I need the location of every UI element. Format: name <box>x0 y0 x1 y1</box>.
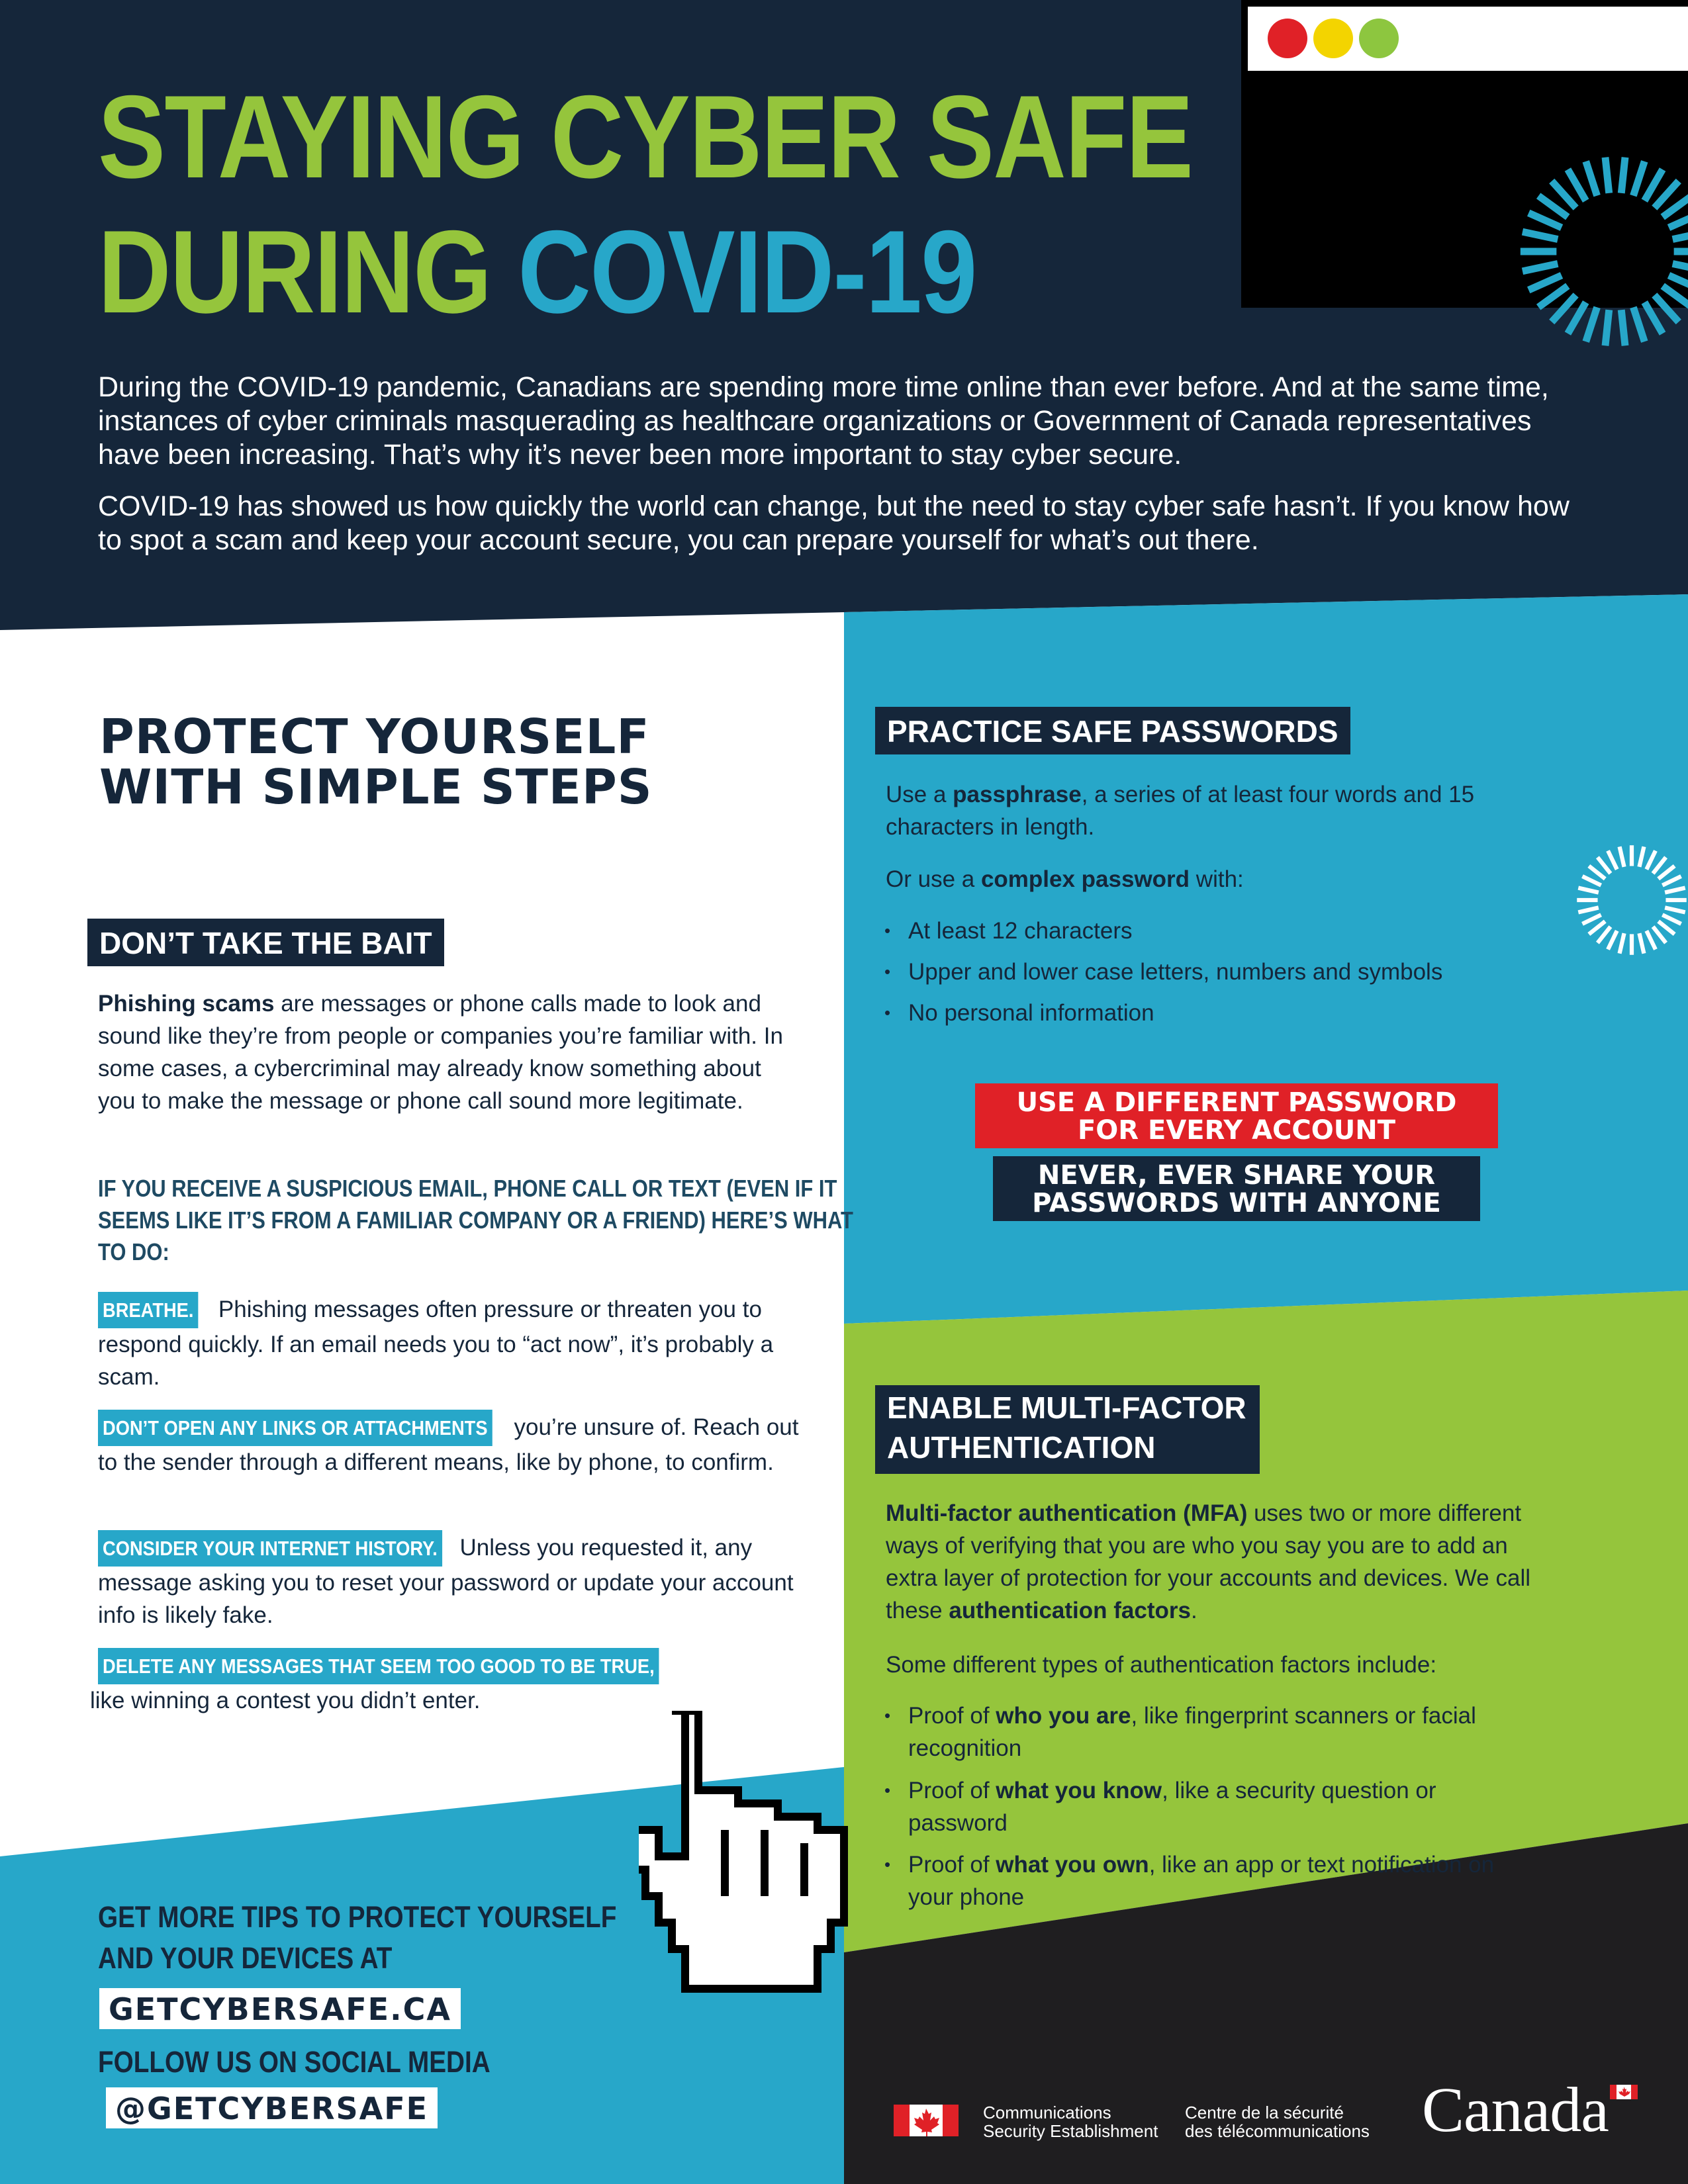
spinner-dash <box>1568 302 1585 334</box>
mfa-bullet-3 <box>908 1848 1544 1913</box>
dont-take-the-bait-tag: DON’T TAKE THE BAIT <box>87 919 444 966</box>
gov-line: Communications <box>983 2103 1111 2122</box>
authentication-factors-term: authentication factors <box>949 1598 1191 1623</box>
phishing-description: are messages or phone calls made to look and sound like they’re from people or companies you’re familiar with. In some cases, a cybercriminal may already know something about you to make the message or phone call sound more legitimate. <box>98 991 783 1114</box>
tip-text: Unless you requested it, any message asking you to reset your password or update your account info is likely fake. <box>98 1535 794 1628</box>
spinner-dash <box>1589 921 1605 934</box>
mfa-bullet-2 <box>908 1774 1491 1839</box>
bullet-bold: what you own <box>996 1852 1149 1878</box>
canada-flag-icon <box>894 2105 959 2136</box>
phishing-paragraph <box>98 987 800 1117</box>
banner-line: PASSWORDS WITH ANYONE <box>1032 1188 1441 1218</box>
protect-heading: PROTECT YOURSELF WITH SIMPLE STEPS <box>99 709 653 815</box>
spinner-dash <box>1586 307 1597 341</box>
spinner-dash <box>1662 876 1681 886</box>
wordmark-flag-icon <box>1610 2085 1638 2099</box>
complex-password-paragraph <box>886 863 1548 895</box>
mfa-text-a: uses two or more different ways of verifying that you are who you say you are to add an extra layer of protection for your accounts and devices. We call these <box>886 1500 1531 1623</box>
safe-passwords-tag: PRACTICE SAFE PASSWORDS <box>875 707 1350 754</box>
different-password-banner <box>975 1083 1498 1148</box>
hand-cursor-icon <box>639 1711 864 2002</box>
passphrase-text-b: , a series of at least four words and 15 characters in length. <box>886 782 1475 840</box>
password-bullet-1: • At least 12 characters <box>908 915 1133 947</box>
spinner-dash <box>1578 907 1599 912</box>
spinner-dash <box>1665 907 1685 912</box>
spinner-dash <box>1578 888 1599 893</box>
banner-line: USE A DIFFERENT PASSWORD <box>1016 1087 1457 1118</box>
intro-paragraph-1: During the COVID-19 pandemic, Canadians are spending more time online than ever before. And at the same time, instances of cyber criminals masquerading as healthcare organizations or Government of Canada representatives have been increasing. That’s why it’s never been more important to stay cyber secure. <box>98 371 1549 471</box>
caption-line: GET MORE TIPS TO PROTECT YOURSELF <box>98 1900 617 1934</box>
gov-line: Security Establishment <box>983 2121 1158 2141</box>
spinner-dash <box>1621 158 1625 193</box>
banner-line: FOR EVERY ACCOUNT <box>1077 1115 1396 1146</box>
tip-links <box>98 1410 800 1479</box>
spinner-dash <box>1608 850 1617 869</box>
spinner-dash <box>1597 927 1611 942</box>
bullet-text: Proof of <box>908 1778 996 1803</box>
spinner-dash <box>1620 933 1624 954</box>
passphrase-term: passphrase <box>953 782 1082 807</box>
gov-line: des télécommunications <box>1185 2121 1370 2141</box>
bullet-bold: who you are <box>996 1703 1131 1729</box>
social-caption: FOLLOW US ON SOCIAL MEDIA <box>98 2045 491 2079</box>
bullet-bold: what you know <box>996 1778 1162 1803</box>
factor-types-intro: Some different types of authentication factors include: <box>886 1652 1437 1678</box>
spinner-dash <box>1646 931 1656 949</box>
spinner-dash <box>1653 857 1666 873</box>
spinner-dash <box>1605 310 1609 345</box>
tip-history <box>98 1530 800 1631</box>
spinner-dash <box>1646 850 1656 869</box>
social-handle-link[interactable]: @GETCYBERSAFE <box>106 2087 438 2128</box>
passphrase-paragraph <box>886 778 1481 843</box>
never-share-banner <box>993 1156 1480 1221</box>
spinner-dash <box>1568 169 1585 201</box>
bullet-text: , like an app or text notification on your phone <box>908 1852 1495 1910</box>
spinner-dash <box>1582 915 1601 924</box>
tip-breathe <box>98 1292 800 1393</box>
spinner-dash <box>1673 263 1688 271</box>
intro-paragraph-2: COVID-19 has showed us how quickly the world can change, but the need to stay cyber safe hasn’t. If you know how to spot a scam and keep your account secure, you can prepare yourself for what’s out there. <box>98 490 1570 556</box>
gov-line: Centre de la sécurité <box>1185 2103 1344 2122</box>
spinner-dash <box>1639 846 1644 867</box>
spinner-dash <box>1662 915 1681 924</box>
spinner-dash <box>1665 888 1685 893</box>
suspicious-instruction: IF YOU RECEIVE A SUSPICIOUS EMAIL, PHONE CALL OR TEXT (EVEN IF IT SEEMS LIKE IT’S FROM A FAMILIAR COMPANY OR A FRIEND) HERE’S WHAT TO DO: <box>98 1175 853 1265</box>
tip-label: CONSIDER YOUR INTERNET HISTORY. <box>98 1530 442 1567</box>
spinner-dash <box>1633 161 1644 196</box>
spinner-dash <box>1589 866 1605 879</box>
spinner-dash <box>1523 263 1558 271</box>
tip-label: DON’T OPEN ANY LINKS OR ATTACHMENTS <box>98 1410 492 1446</box>
website-link[interactable]: GETCYBERSAFE.CA <box>99 1988 461 2029</box>
spinner-dash <box>1528 213 1562 228</box>
mfa-bullet-1 <box>908 1700 1491 1764</box>
minimize-dot-icon <box>1313 19 1353 58</box>
complex-text-b: with: <box>1190 866 1244 892</box>
mfa-text-b: . <box>1190 1598 1197 1623</box>
spinner-dash <box>1644 169 1662 201</box>
passphrase-text-a: Use a <box>886 782 953 807</box>
cse-french-name <box>1185 2103 1370 2140</box>
spinner-dash <box>1653 927 1666 942</box>
spinner-dash <box>1523 232 1558 239</box>
tip-text: like winning a contest you didn’t enter. <box>90 1688 481 1713</box>
spinner-dash <box>1658 921 1674 934</box>
spinner-dash <box>1597 857 1611 873</box>
more-tips-caption <box>98 1897 616 1979</box>
maximize-dot-icon <box>1359 19 1399 58</box>
page-title-line-2 <box>98 206 976 338</box>
mfa-tag-line: AUTHENTICATION <box>887 1430 1156 1465</box>
bullet-text: , like a security question or password <box>908 1778 1436 1836</box>
spinner-dash <box>1644 302 1662 334</box>
spinner-dash <box>1605 158 1609 193</box>
bullet-text: , like fingerprint scanners or facial recognition <box>908 1703 1476 1761</box>
browser-window-graphic <box>1241 0 1688 308</box>
spinner-dash <box>1658 866 1674 879</box>
bullet-text: Proof of <box>908 1703 996 1729</box>
page-title-line-1: STAYING CYBER SAFE <box>98 71 1193 203</box>
complex-term: complex password <box>980 866 1190 892</box>
browser-title-bar <box>1248 7 1688 71</box>
cse-english-name <box>983 2103 1158 2140</box>
spinner-dash <box>1633 307 1644 341</box>
mfa-term: Multi-factor authentication (MFA) <box>886 1500 1248 1526</box>
caption-line: AND YOUR DEVICES AT <box>98 1941 393 1975</box>
password-bullet-2: • Upper and lower case letters, numbers and symbols <box>908 956 1442 988</box>
phishing-term: Phishing scams <box>98 991 275 1017</box>
spinner-dash <box>1639 933 1644 954</box>
spinner-dash <box>1582 876 1601 886</box>
mfa-paragraph <box>886 1497 1548 1627</box>
spinner-dash <box>1586 161 1597 196</box>
mfa-tag <box>875 1385 1260 1474</box>
title-covid: COVID-19 <box>518 206 976 338</box>
spinner-dash <box>1608 931 1617 949</box>
spinner-dash <box>1620 846 1624 867</box>
close-dot-icon <box>1268 19 1307 58</box>
banner-line: NEVER, EVER SHARE YOUR <box>1037 1160 1436 1191</box>
spinner-dash <box>1528 275 1562 290</box>
complex-text-a: Or use a <box>886 866 981 892</box>
title-during: DURING <box>98 206 518 338</box>
spinner-dash <box>1669 213 1688 228</box>
spinner-dash <box>1621 310 1625 345</box>
tip-text: Phishing messages often pressure or threaten you to respond quickly. If an email needs you to “act now”, it’s probably a scam. <box>98 1297 774 1390</box>
password-bullet-3: • No personal information <box>908 997 1154 1029</box>
mfa-tag-line: ENABLE MULTI-FACTOR <box>887 1390 1246 1425</box>
loading-spinner-icon <box>1516 106 1688 397</box>
tip-text: you’re unsure of. Reach out to the sender through a different means, like by phone, to confirm. <box>98 1414 799 1475</box>
loading-spinner-icon <box>1575 774 1688 1026</box>
tip-label: DELETE ANY MESSAGES THAT SEEM TOO GOOD TO BE TRUE, <box>98 1648 659 1684</box>
canada-wordmark: Canada <box>1422 2074 1609 2145</box>
tip-delete <box>90 1648 800 1717</box>
spinner-dash <box>1673 232 1688 239</box>
spinner-dash <box>1669 275 1688 290</box>
tip-label: BREATHE. <box>98 1292 198 1328</box>
bullet-text: Proof of <box>908 1852 996 1878</box>
